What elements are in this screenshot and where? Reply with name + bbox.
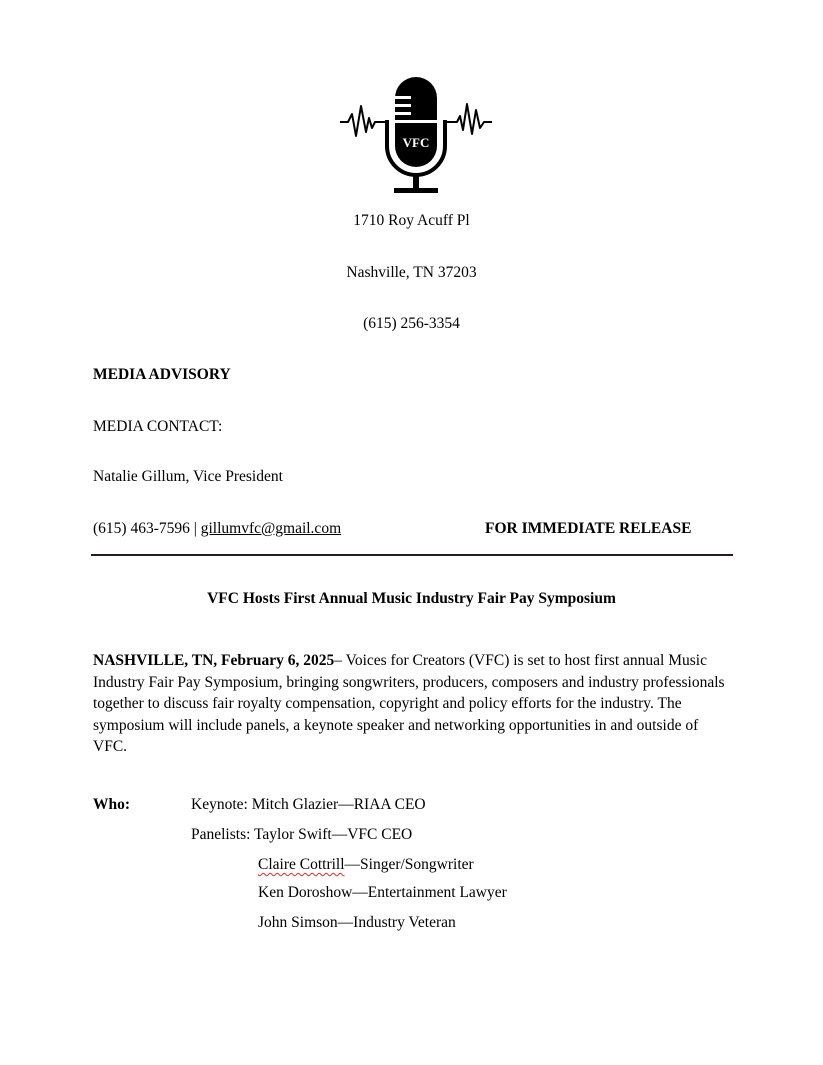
logo-text: VFC (402, 135, 430, 150)
contact-line (93, 520, 341, 538)
dateline: NASHVILLE, TN, February 6, 2025 (93, 652, 335, 669)
media-advisory-label: MEDIA ADVISORY (93, 366, 231, 383)
media-contact-label: MEDIA CONTACT: (93, 418, 223, 435)
who-label: Who: (93, 796, 131, 813)
release-headline: VFC Hosts First Annual Music Industry Fair Pay Symposium (207, 590, 616, 607)
address-line-1: 1710 Roy Acuff Pl (353, 212, 470, 229)
panelist-2-line (258, 856, 474, 874)
left-sound-wave-icon (340, 106, 388, 136)
keynote-line: Keynote: Mitch Glazier—RIAA CEO (191, 796, 426, 813)
release-body-paragraph (93, 650, 733, 758)
panelists-line: Panelists: Taylor Swift—VFC CEO (191, 826, 413, 843)
address-line-2: Nashville, TN 37203 (346, 264, 477, 281)
org-phone: (615) 256-3354 (363, 315, 460, 332)
contact-name: Natalie Gillum, Vice President (93, 468, 283, 485)
panelist-2-role: —Singer/Songwriter (344, 856, 474, 873)
contact-email-link[interactable]: gillumvfc@gmail.com (200, 520, 342, 537)
immediate-release-label: FOR IMMEDIATE RELEASE (485, 520, 692, 537)
release-body-text: – Voices for Creators (VFC) is set to host first annual Music Industry Fair Pay Symposium, bringing songwriters, producers, composers and industry professionals together to discuss fair royalty compensation, copyright and policy efforts for the industry. The symposium will include panels, a keynote speaker and networking opportunities in and outside of VFC. (93, 652, 725, 755)
right-sound-wave-icon (444, 104, 492, 134)
panelist-2-name: Claire Cottrill (258, 856, 345, 873)
panelist-4-line: John Simson—Industry Veteran (258, 914, 456, 931)
vfc-microphone-logo (338, 74, 494, 196)
header-divider (91, 554, 733, 556)
contact-phone: (615) 463-7596 | (93, 520, 197, 537)
panelist-3-line: Ken Doroshow—Entertainment Lawyer (258, 884, 507, 901)
